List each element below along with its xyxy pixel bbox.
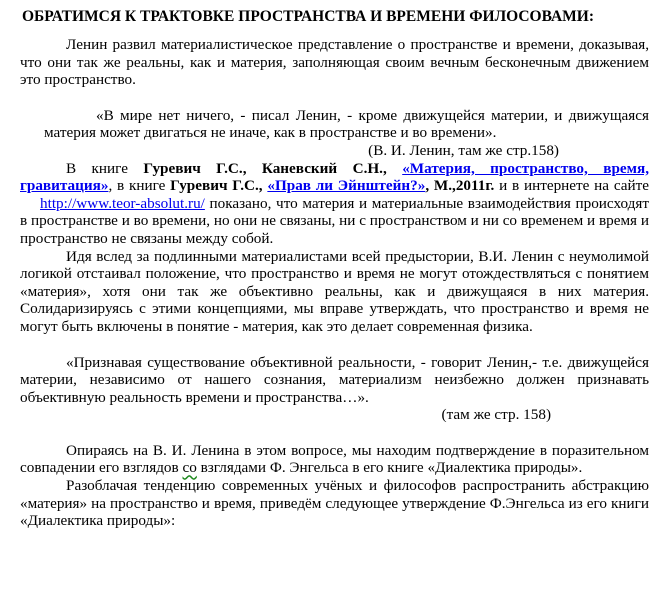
paragraph-engels-quote-intro: Разоблачая тенденцию современных учёных и философов распространить абстракцию «материя» на пространство и время, приведём следующее утверждение Ф.Энгельса из его книги «Диалектика природы»: (20, 477, 649, 530)
spacer (20, 424, 649, 442)
book-link-einstein[interactable]: «Прав ли Эйнштейн?» (267, 177, 426, 195)
paragraph-lenin-space-time: Ленин развил материалистическое представление о пространстве и времени, доказывая, что они так же реальны, как и материя, заполняющая своим вечным бесконечным движением это пространство. (20, 36, 649, 89)
book-link-matter-space-time[interactable]: «Материя, пространство, время, гравитация» (20, 159, 649, 195)
paragraph-books-reference: В книге Гуревич Г.С., Каневский С.Н., «Материя, пространство, время, гравитация», в книге Гуревич Г.С., «Прав ли Эйнштейн?», М.,2011г. и в интернете на сайте http://www.teor-absolut.ru/ показано, что материя и материальные взаимодействия происходят в пространстве и во времени, но они не связаны, ни с пространством и ни со временем и время и пространство не связаны между собой. (20, 159, 649, 247)
paragraph-materialists: Идя вслед за подлинными материалистами всей предыстории, В.И. Ленин с неумолимой логикой отстаивал положение, что пространство и время не могут отождествляться с понятием «материя», хотя они так же объективно реальны, как и движущаяся в них материя. Солидаризируясь с этими концепциями, мы вправе утверждать, что пространство и время не могут быть включены в понятие - материя, как это делает современная физика. (20, 247, 649, 335)
author-name: Гуревич Г.С., (170, 177, 263, 195)
website-link[interactable]: http://www.teor-absolut.ru/ (40, 194, 205, 212)
quote-lenin-objective-reality: «Признавая существование объективной реальности, - говорит Ленин,- т.е. движущейся материи, независимо от нашего сознания, материализм неизбежно должен признавать объективную реальность времени и пространства…». (20, 353, 649, 406)
publisher-year: , М.,2011г. (425, 177, 495, 195)
author-names: Гуревич Г.С., Каневский С.Н., (143, 159, 387, 177)
spellcheck-word: со (182, 459, 197, 477)
spacer (20, 336, 649, 354)
page-title: ОБРАТИМСЯ К ТРАКТОВКЕ ПРОСТРАНСТВА И ВРЕМЕНИ ФИЛОСОВАМИ: (22, 8, 595, 25)
citation-lenin-158: (В. И. Ленин, там же стр.158) (368, 141, 559, 159)
quote-lenin-motion: «В мире нет ничего, - писал Ленин, - кроме движущейся материи, и движущаяся материя может двигаться не иначе, как в пространстве и во времени». (44, 106, 649, 142)
paragraph-engels-agreement: Опираясь на В. И. Ленина в этом вопросе, мы находим подтверждение в поразительном совпадении его взглядов со взглядами Ф. Энгельса в его книге «Диалектика природы». (20, 441, 649, 477)
spacer (20, 89, 649, 107)
citation-same-158: (там же стр. 158) (441, 406, 551, 424)
